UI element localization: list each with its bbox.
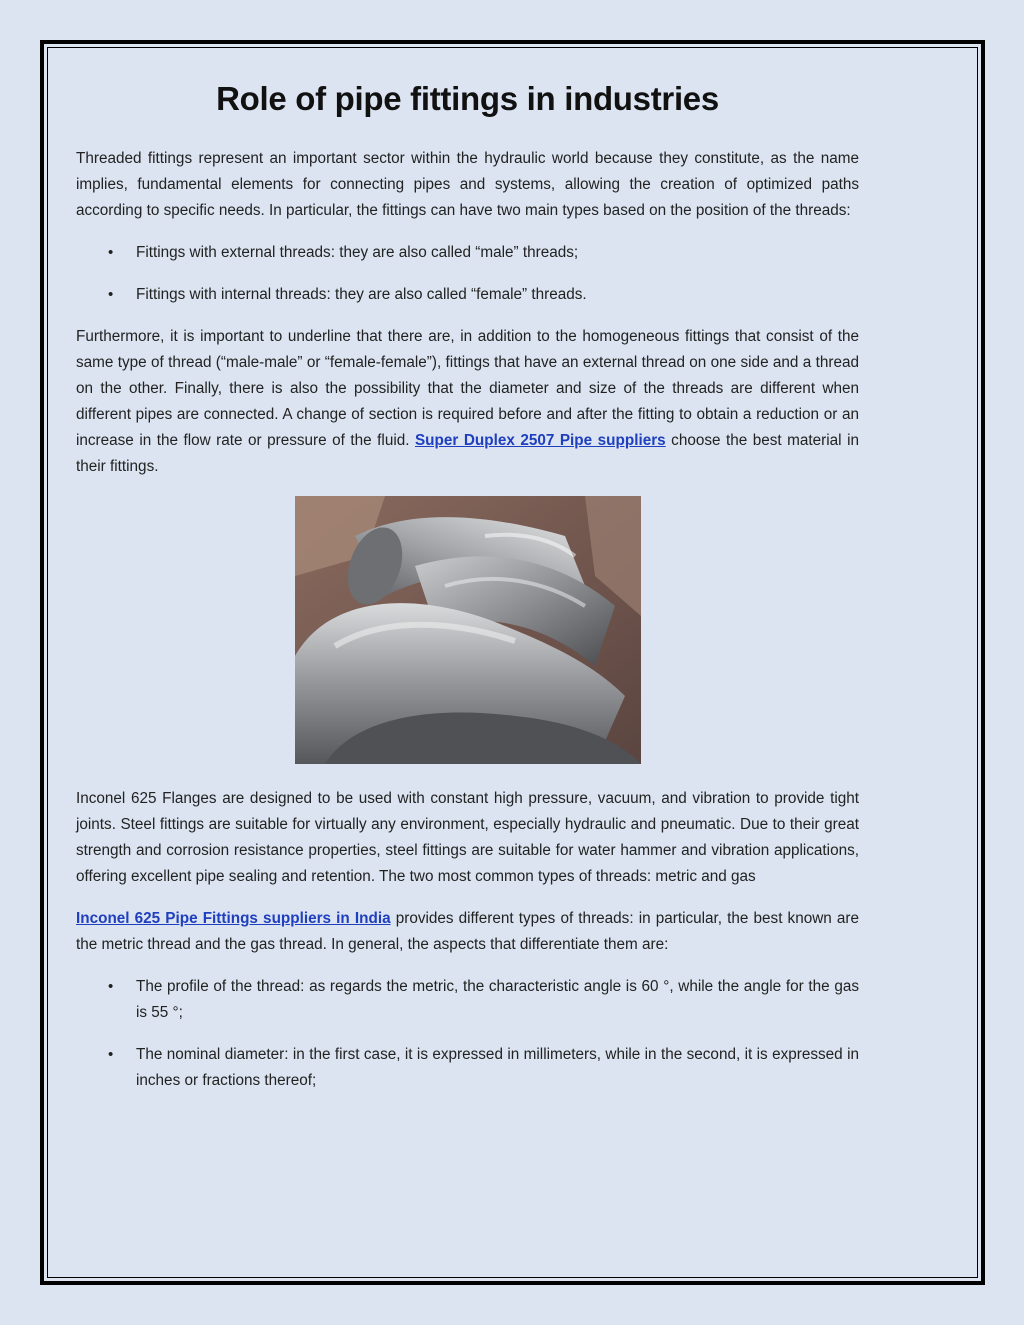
inconel-fittings-paragraph [76,906,859,958]
pipe-fittings-photo-container [76,496,859,764]
pipe-fittings-photo [295,496,641,764]
paragraph-text: provides different types of threads: in particular, the best known are the metric thread and the gas thread. In general, the aspects that differentiate them are: [76,910,860,953]
thread-types-list [76,240,859,308]
inconel-flanges-paragraph: Inconel 625 Flanges are designed to be used with constant high pressure, vacuum, and vibration to provide tight joints. Steel fittings are suitable for virtually any environment, especially hydraulic and pneumatic. Due to their great strength and corrosion resistance properties, steel fittings are suitable for water hammer and vibration applications, offering excellent pipe sealing and retention. The two most common types of threads: metric and gas [76,790,859,885]
list-item: • Fittings with internal threads: they are also called “female” threads. [136,282,859,308]
list-item: • Fittings with external threads: they are also called “male” threads; [136,240,859,266]
intro-paragraph: Threaded fittings represent an important sector within the hydraulic world because they constitute, as the name implies, fundamental elements for connecting pipes and systems, allowing the creation of optimized paths according to specific needs. In particular, the fittings can have two main types based on the position of the threads: [76,150,859,219]
inconel-fittings-link[interactable]: Inconel 625 Pipe Fittings suppliers in India [76,910,391,927]
thread-differences-list [76,974,859,1094]
document-body [76,80,859,1110]
paragraph-text: Furthermore, it is important to underline that there are, in addition to the homogeneous fittings that consist of the same type of thread (“male-male” or “female-female”), fittings that have an external thread on one side and a thread on the other. Finally, there is also the possibility that the diameter and size of the threads are different when different pipes are connected. A change of section is required before and after the fitting to obtain a reduction or an increase in the flow rate or pressure of the fluid. [76,328,859,449]
page-title: Role of pipe fittings in industries [216,80,719,117]
super-duplex-link[interactable]: Super Duplex 2507 Pipe suppliers [414,432,666,449]
fittings-paragraph [76,324,859,480]
list-item: • The profile of the thread: as regards the metric, the characteristic angle is 60 °, while the angle for the gas is 55 °; [136,974,859,1026]
list-item: • The nominal diameter: in the first case, it is expressed in millimeters, while in the second, it is expressed in inches or fractions thereof; [136,1042,859,1094]
paragraph-text: choose the best material in their fittings. [76,432,859,475]
